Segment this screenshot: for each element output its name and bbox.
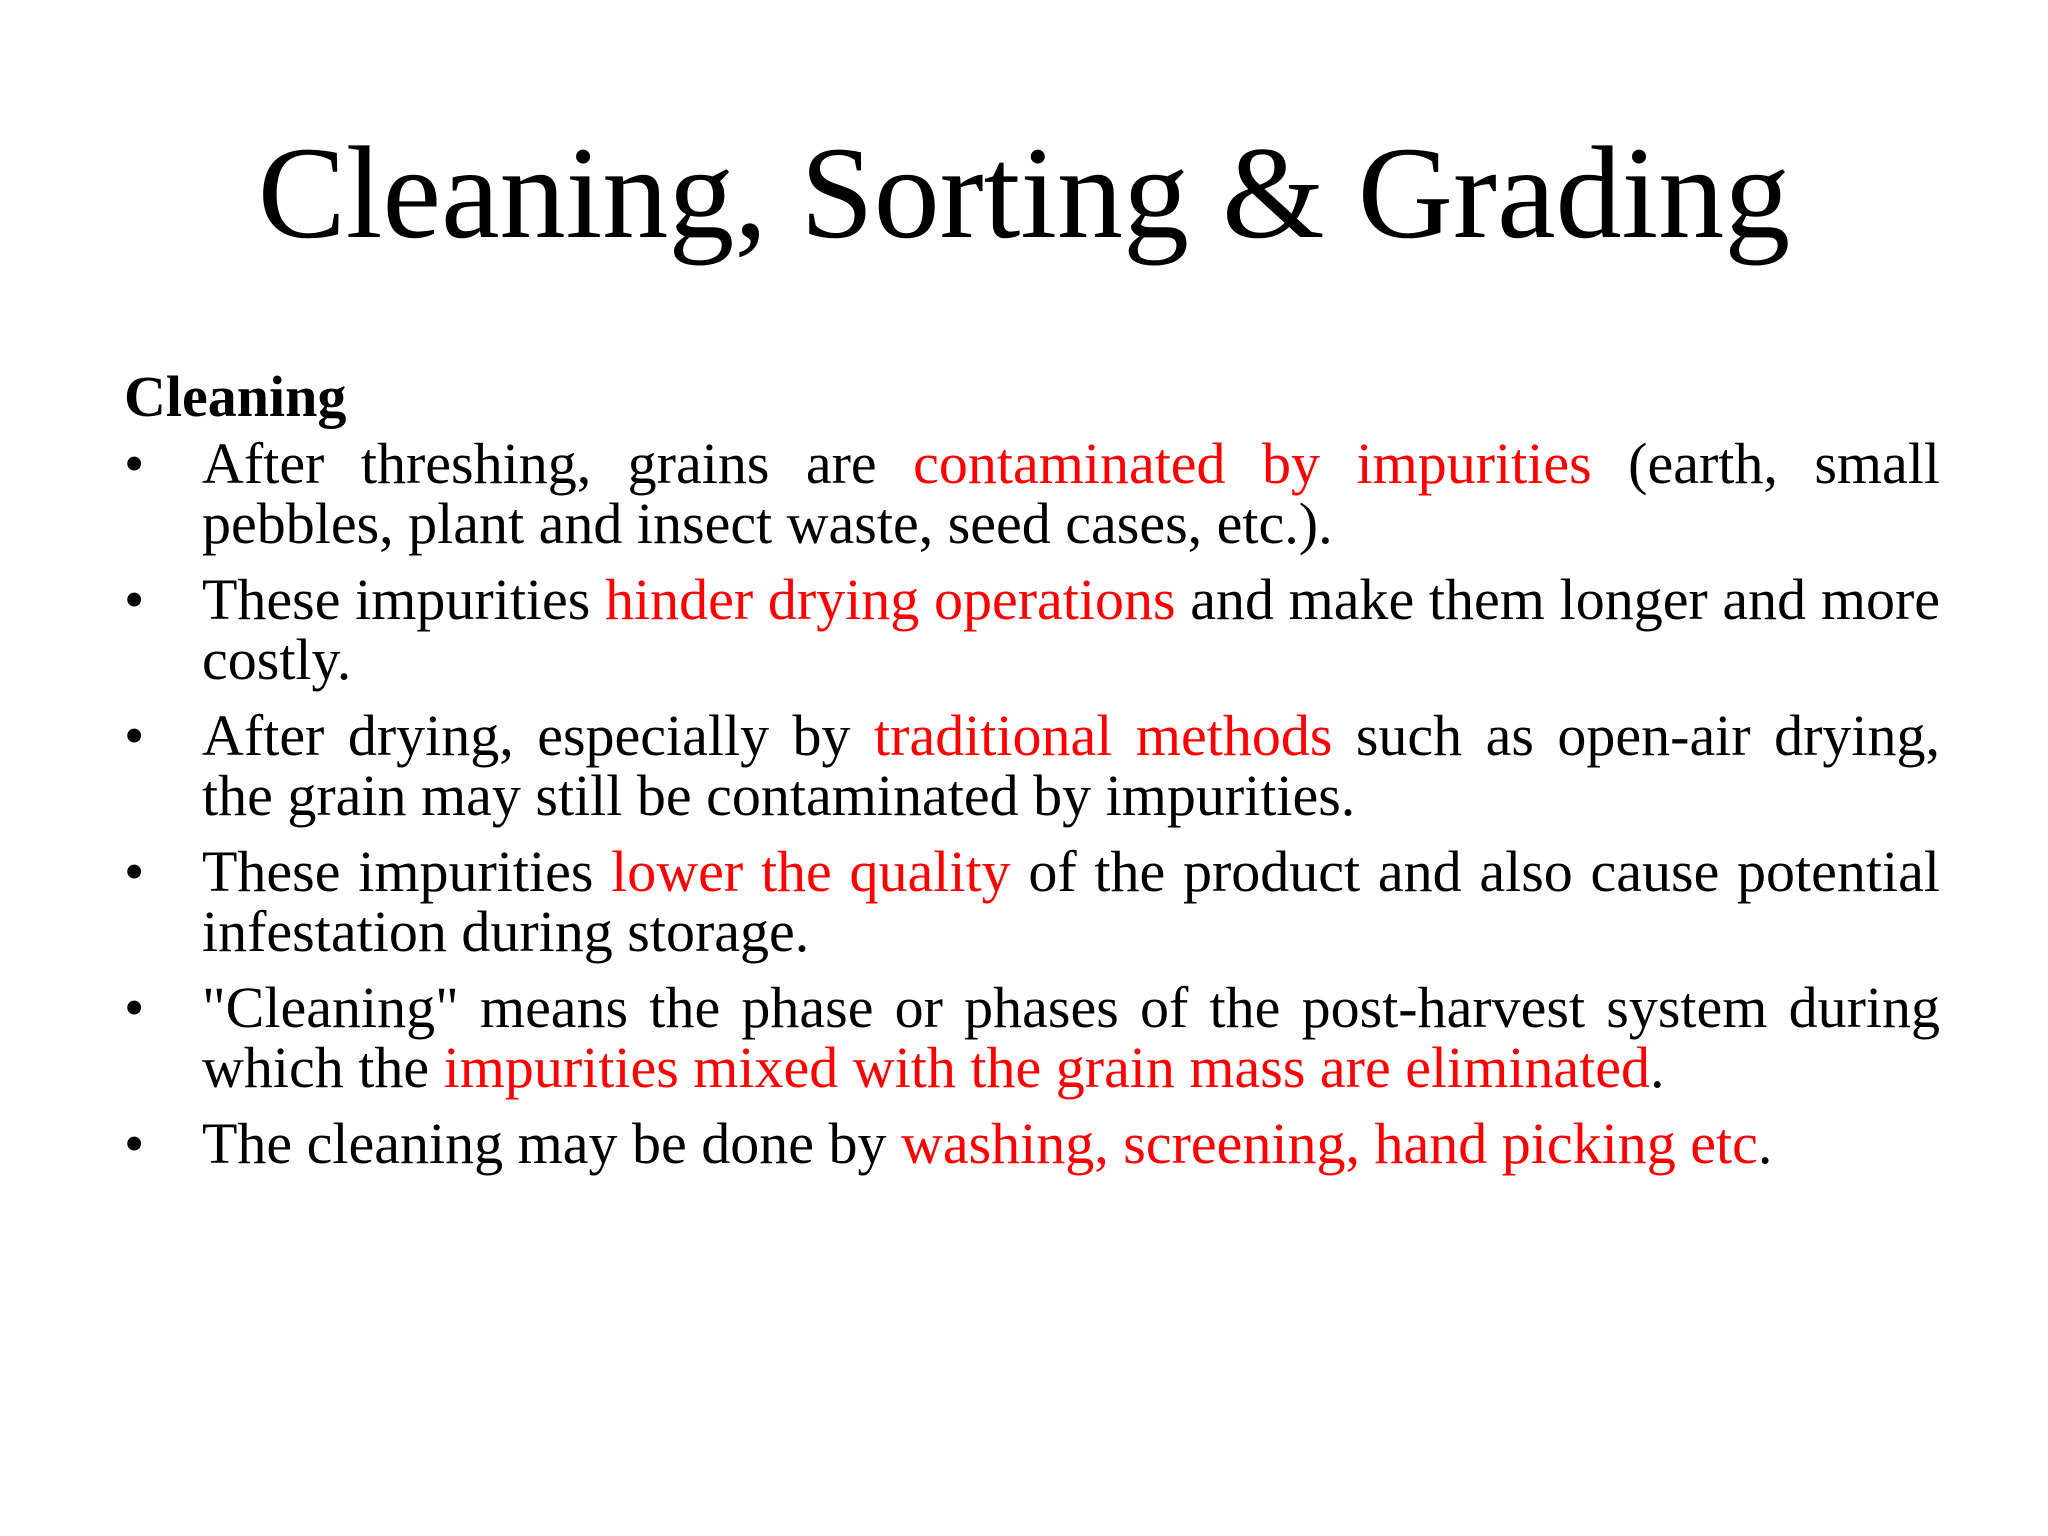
bullet-text: and make them longer and more costly.	[202, 567, 1941, 692]
bullet-highlight: contaminated by impurities	[913, 431, 1592, 496]
bullet-item	[124, 703, 1940, 828]
bullet-text: These impurities	[202, 839, 612, 904]
bullet-highlight: impurities mixed with the grain mass are eliminated	[443, 1035, 1651, 1100]
bullet-text: .	[1650, 1035, 1665, 1100]
bullet-text: After threshing, grains are	[202, 431, 914, 496]
bullet-icon: •	[124, 567, 145, 632]
bullet-item	[124, 1111, 1940, 1176]
bullet-text: These impurities	[202, 567, 606, 632]
bullet-text: such as open-air drying, the grain may still be contaminated by impurities.	[202, 703, 1940, 828]
bullet-item	[124, 975, 1940, 1100]
bullet-text: The cleaning may be done by	[202, 1111, 901, 1176]
bullet-item	[124, 839, 1940, 964]
bullet-icon: •	[124, 431, 145, 496]
bullet-icon: •	[124, 975, 145, 1040]
bullet-highlight: hinder drying operations	[605, 567, 1176, 632]
bullet-list	[124, 431, 1941, 1176]
bullet-highlight: traditional methods	[874, 703, 1333, 768]
bullet-icon: •	[124, 1111, 145, 1176]
bullet-text: of the product and also cause potential infestation during storage.	[202, 839, 1940, 964]
slide-content	[124, 362, 1940, 1190]
bullet-highlight: washing, screening, hand picking etc	[900, 1111, 1758, 1176]
bullet-text: "Cleaning" means the phase or phases of the post-harvest system during which the	[202, 975, 1940, 1100]
bullet-item	[124, 431, 1940, 556]
bullet-text: After drying, especially by	[202, 703, 875, 768]
bullet-icon: •	[124, 703, 145, 768]
slide-title: Cleaning, Sorting & Grading	[257, 119, 1791, 266]
bullet-highlight: lower the quality	[611, 839, 1011, 904]
bullet-item	[124, 567, 1941, 692]
section-heading: Cleaning	[124, 364, 347, 429]
bullet-text: (earth, small pebbles, plant and insect waste, seed cases, etc.).	[202, 431, 1940, 556]
bullet-icon: •	[124, 839, 145, 904]
bullet-text: .	[1757, 1111, 1773, 1176]
